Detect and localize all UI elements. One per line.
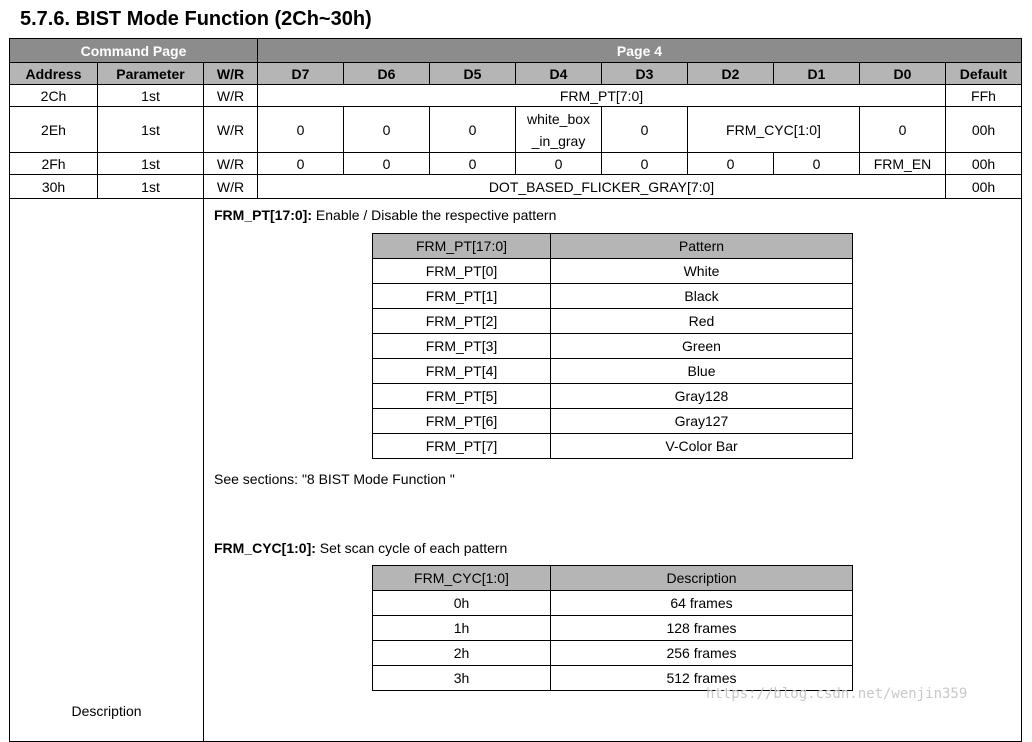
default-cell: FFh: [946, 85, 1022, 107]
frm-cyc-text: Set scan cycle of each pattern: [315, 540, 508, 556]
description-label: Description: [10, 199, 204, 742]
bit-cell-d7: 0: [258, 107, 344, 153]
table-row: [373, 259, 853, 284]
bit-cell-d5: 0: [430, 107, 516, 153]
frm-cyc-value: 1h: [373, 616, 551, 641]
frm-pt-pattern: White: [551, 259, 853, 284]
col-header-d0: D0: [860, 63, 946, 85]
command-page-header: Command Page: [10, 39, 258, 63]
description-cell: [204, 199, 1022, 742]
table-row: [373, 616, 853, 641]
col-header-wr: W/R: [204, 63, 258, 85]
table-row: [10, 107, 1022, 153]
frm-cyc-value: 2h: [373, 641, 551, 666]
frm-cyc-description: 512 frames: [551, 666, 853, 691]
bit-cell-d4: 0: [516, 153, 602, 175]
frm-cyc-value: 3h: [373, 666, 551, 691]
frm-cyc-paragraph: [214, 540, 507, 556]
frm-pt-table-header: [373, 234, 853, 259]
frm-pt-bit: FRM_PT[3]: [373, 334, 551, 359]
frm-cyc-description: 256 frames: [551, 641, 853, 666]
frm-cyc-header-field: FRM_CYC[1:0]: [373, 566, 551, 591]
col-header-default: Default: [946, 63, 1022, 85]
bit-field-span: FRM_PT[7:0]: [258, 85, 946, 107]
parameter-cell: 1st: [98, 85, 204, 107]
address-cell: 2Ch: [10, 85, 98, 107]
wr-cell: W/R: [204, 85, 258, 107]
header-row-pages: [10, 39, 1022, 63]
address-cell: 2Eh: [10, 107, 98, 153]
section-title: 5.7.6. BIST Mode Function (2Ch~30h): [20, 8, 372, 30]
page-header: Page 4: [258, 39, 1022, 63]
bit-cell-d7: 0: [258, 153, 344, 175]
frm-pt-bit: FRM_PT[7]: [373, 434, 551, 459]
table-row: [373, 434, 853, 459]
parameter-cell: 1st: [98, 175, 204, 199]
col-header-d1: D1: [774, 63, 860, 85]
col-header-d3: D3: [602, 63, 688, 85]
frm-pt-bit: FRM_PT[4]: [373, 359, 551, 384]
bit-cell-d0: 0: [860, 107, 946, 153]
bit-cell-d6: 0: [344, 107, 430, 153]
col-header-parameter: Parameter: [98, 63, 204, 85]
table-row: [373, 591, 853, 616]
table-row: [373, 334, 853, 359]
bit-cell-d3: 0: [602, 107, 688, 153]
table-row: [10, 175, 1022, 199]
bit-cell-d5: 0: [430, 153, 516, 175]
frm-cyc-description: 64 frames: [551, 591, 853, 616]
frm-cyc-header-description: Description: [551, 566, 853, 591]
frm-pt-bit: FRM_PT[1]: [373, 284, 551, 309]
frm-pt-pattern: Blue: [551, 359, 853, 384]
bit-cell-d6: 0: [344, 153, 430, 175]
frm-pt-bit: FRM_PT[6]: [373, 409, 551, 434]
parameter-cell: 1st: [98, 153, 204, 175]
description-content: [204, 199, 1018, 719]
frm-pt-pattern-table: [372, 233, 853, 459]
watermark: https://blog.csdn.net/wenjin359: [706, 686, 968, 702]
table-row: [373, 641, 853, 666]
frm-pt-pattern: Green: [551, 334, 853, 359]
frm-pt-text: Enable / Disable the respective pattern: [312, 207, 557, 223]
col-header-d2: D2: [688, 63, 774, 85]
parameter-cell: 1st: [98, 107, 204, 153]
frm-cyc-table-header: [373, 566, 853, 591]
register-table: [9, 38, 1022, 742]
table-row: [373, 409, 853, 434]
bit-field-span: DOT_BASED_FLICKER_GRAY[7:0]: [258, 175, 946, 199]
wr-cell: W/R: [204, 153, 258, 175]
frm-pt-bit: FRM_PT[0]: [373, 259, 551, 284]
frm-pt-pattern: Red: [551, 309, 853, 334]
table-row: [373, 309, 853, 334]
frm-pt-pattern: V-Color Bar: [551, 434, 853, 459]
d4-line2: _in_gray: [531, 132, 586, 149]
see-sections-note: See sections: "8 BIST Mode Function ": [214, 471, 455, 487]
table-row: [373, 384, 853, 409]
table-row: [10, 85, 1022, 107]
wr-cell: W/R: [204, 107, 258, 153]
col-header-d5: D5: [430, 63, 516, 85]
table-row: [373, 359, 853, 384]
bit-cell-d2: 0: [688, 153, 774, 175]
col-header-address: Address: [10, 63, 98, 85]
address-cell: 2Fh: [10, 153, 98, 175]
description-row: [10, 199, 1022, 742]
frm-cyc-table: [372, 565, 853, 691]
bit-cell-d4: [516, 107, 602, 153]
frm-pt-header-field: FRM_PT[17:0]: [373, 234, 551, 259]
frm-pt-header-pattern: Pattern: [551, 234, 853, 259]
col-header-d7: D7: [258, 63, 344, 85]
default-cell: 00h: [946, 175, 1022, 199]
address-cell: 30h: [10, 175, 98, 199]
frm-pt-pattern: Black: [551, 284, 853, 309]
table-row: [10, 153, 1022, 175]
bit-cell-d2-d1: FRM_CYC[1:0]: [688, 107, 860, 153]
col-header-d4: D4: [516, 63, 602, 85]
bit-cell-d0: FRM_EN: [860, 153, 946, 175]
frm-pt-bit: FRM_PT[5]: [373, 384, 551, 409]
frm-cyc-value: 0h: [373, 591, 551, 616]
frm-pt-pattern: Gray128: [551, 384, 853, 409]
bit-cell-d3: 0: [602, 153, 688, 175]
col-header-d6: D6: [344, 63, 430, 85]
frm-pt-pattern: Gray127: [551, 409, 853, 434]
default-cell: 00h: [946, 153, 1022, 175]
wr-cell: W/R: [204, 175, 258, 199]
header-row-columns: [10, 63, 1022, 85]
frm-cyc-name: FRM_CYC[1:0]:: [214, 540, 316, 556]
bit-cell-d1: 0: [774, 153, 860, 175]
default-cell: 00h: [946, 107, 1022, 153]
d4-line1: white_box: [526, 110, 591, 127]
frm-pt-bit: FRM_PT[2]: [373, 309, 551, 334]
frm-cyc-description: 128 frames: [551, 616, 853, 641]
frm-pt-paragraph: [214, 207, 556, 223]
table-row: [373, 284, 853, 309]
frm-pt-name: FRM_PT[17:0]:: [214, 207, 313, 223]
